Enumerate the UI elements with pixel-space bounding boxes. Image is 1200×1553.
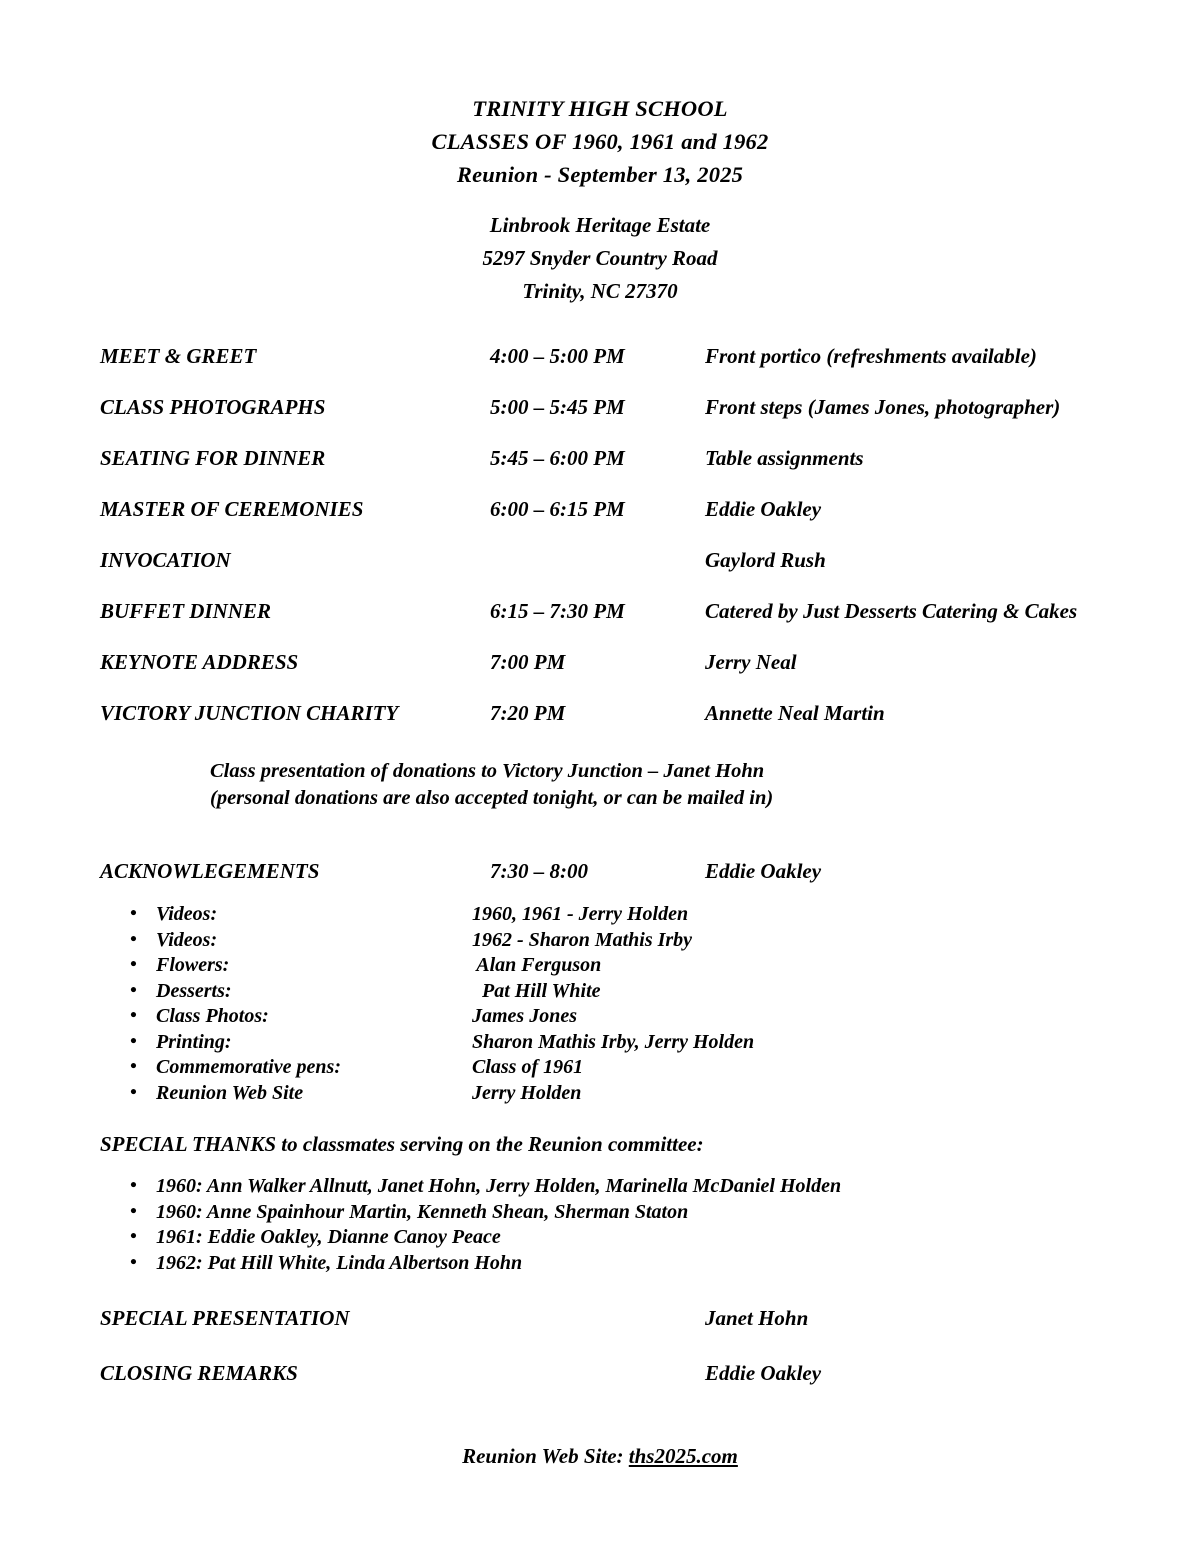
venue-name: Linbrook Heritage Estate [489, 213, 711, 237]
charity-note-line-1: Class presentation of donations to Victory Junction – Janet Hohn [210, 760, 765, 782]
schedule-item-label: MEET & GREET [100, 344, 257, 368]
schedule-item-label: KEYNOTE ADDRESS [100, 650, 299, 674]
schedule-item-time: 4:00 – 5:00 PM [490, 344, 625, 368]
credit-value: Class of 1961 [472, 1056, 584, 1078]
committee-list [100, 1174, 1100, 1276]
schedule-item-time [490, 548, 705, 599]
header-spacer [100, 191, 1100, 209]
list-item: • 1962: Pat Hill White, Linda Albertson Hohn [100, 1251, 1100, 1277]
schedule-item-time: 5:45 – 6:00 PM [490, 446, 625, 470]
table-row [100, 548, 1100, 599]
credit-label: • Flowers: [156, 954, 230, 976]
table-row [100, 344, 1100, 395]
acknowledgements-time: 7:30 – 8:00 [490, 859, 588, 883]
credit-label: • Class Photos: [156, 1005, 269, 1027]
schedule-item-time: 7:20 PM [490, 701, 566, 725]
credit-label: • Videos: [156, 928, 218, 951]
schedule-item-label: VICTORY JUNCTION CHARITY [100, 701, 399, 725]
list-item [100, 1081, 1100, 1107]
acknowledgements-heading-row [100, 859, 1100, 884]
closing-remarks-label: CLOSING REMARKS [100, 1361, 298, 1385]
venue-city-state-zip: Trinity, NC 27370 [522, 279, 678, 303]
schedule-item-desc: Gaylord Rush [705, 548, 826, 572]
schedule-item-time: 6:15 – 7:30 PM [490, 599, 625, 623]
table-row [100, 650, 1100, 701]
list-item [100, 902, 1100, 928]
credit-value: 1960, 1961 - Jerry Holden [472, 903, 689, 925]
charity-note-line-2: (personal donations are also accepted tonight, or can be mailed in) [210, 787, 774, 809]
credit-value: Sharon Mathis Irby, Jerry Holden [472, 1030, 755, 1053]
footer-label: Reunion Web Site: [462, 1444, 629, 1468]
schedule-item-label: SEATING FOR DINNER [100, 446, 326, 470]
schedule-item-time: 7:00 PM [490, 650, 566, 674]
table-row [100, 599, 1100, 650]
header-school-name: TRINITY HIGH SCHOOL [472, 96, 728, 121]
schedule-item-desc: Jerry Neal [705, 650, 797, 674]
header-classes: CLASSES OF 1960, 1961 and 1962 [431, 129, 769, 154]
schedule-item-label: MASTER OF CEREMONIES [100, 497, 364, 521]
schedule-item-time: 5:00 – 5:45 PM [490, 395, 625, 419]
credit-label: • Printing: [156, 1030, 232, 1053]
table-row [100, 701, 1100, 752]
credit-label: • Reunion Web Site [156, 1081, 304, 1104]
credit-label: • Desserts: [156, 979, 232, 1002]
schedule-item-desc: Table assignments [705, 446, 864, 470]
special-thanks-intro: SPECIAL THANKS to classmates serving on the Reunion committee: [100, 1132, 704, 1156]
list-item [100, 1055, 1100, 1081]
credit-value: James Jones [472, 1005, 577, 1027]
charity-note [210, 758, 1100, 812]
credits-list [100, 902, 1100, 1106]
schedule-item-time: 6:00 – 6:15 PM [490, 497, 625, 521]
footer [100, 1444, 1100, 1469]
credit-value: Pat Hill White [472, 979, 601, 1002]
acknowledgements-title: ACKNOWLEGEMENTS [100, 859, 320, 883]
schedule-item-desc: Eddie Oakley [705, 497, 822, 521]
table-row [100, 497, 1100, 548]
closing-remarks-person: Eddie Oakley [705, 1361, 822, 1385]
schedule-item-label: INVOCATION [100, 548, 231, 572]
schedule-table [100, 344, 1100, 752]
venue-street: 5297 Snyder Country Road [482, 246, 718, 270]
header-reunion-date: Reunion - September 13, 2025 [456, 162, 744, 187]
schedule-item-label: BUFFET DINNER [100, 599, 271, 623]
acknowledgements-person: Eddie Oakley [705, 859, 822, 883]
credit-label: • Videos: [156, 903, 218, 925]
closing-remarks-row [100, 1361, 1100, 1386]
schedule-item-desc: Front portico (refreshments available) [705, 344, 1037, 368]
reunion-website-link[interactable]: ths2025.com [628, 1444, 738, 1468]
credit-value: 1962 - Sharon Mathis Irby [472, 928, 693, 951]
list-item [100, 979, 1100, 1005]
list-item [100, 953, 1100, 979]
schedule-item-desc: Front steps (James Jones, photographer) [705, 395, 1061, 419]
venue-block [100, 209, 1100, 308]
table-row [100, 446, 1100, 497]
special-presentation-label: SPECIAL PRESENTATION [100, 1306, 350, 1330]
schedule-item-label: CLASS PHOTOGRAPHS [100, 395, 326, 419]
list-item: • 1960: Anne Spainhour Martin, Kenneth Shean, Sherman Staton [100, 1200, 1100, 1226]
list-item: • 1960: Ann Walker Allnutt, Janet Hohn, Jerry Holden, Marinella McDaniel Holden [100, 1174, 1100, 1200]
list-item: • 1961: Eddie Oakley, Dianne Canoy Peace [100, 1225, 1100, 1251]
schedule-item-desc: Catered by Just Desserts Catering & Cakes [705, 599, 1078, 623]
list-item [100, 928, 1100, 954]
table-row [100, 395, 1100, 446]
credit-value: Jerry Holden [472, 1081, 582, 1104]
schedule-item-desc: Annette Neal Martin [705, 701, 885, 725]
special-presentation-person: Janet Hohn [705, 1306, 809, 1330]
document-header [100, 92, 1100, 191]
credit-label: • Commemorative pens: [156, 1056, 341, 1078]
list-item [100, 1004, 1100, 1030]
special-presentation-row [100, 1306, 1100, 1331]
credit-value: Alan Ferguson [472, 954, 602, 976]
list-item [100, 1030, 1100, 1056]
